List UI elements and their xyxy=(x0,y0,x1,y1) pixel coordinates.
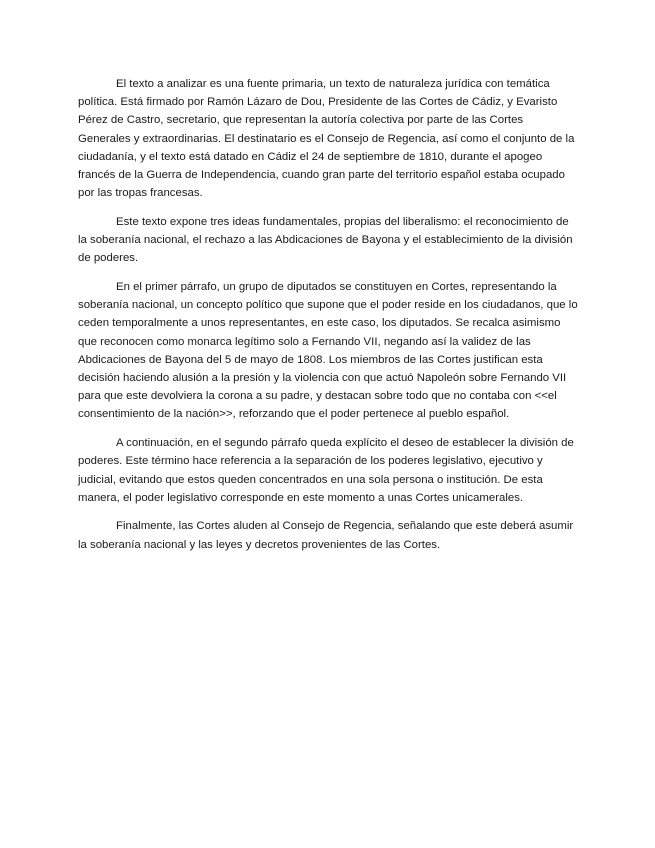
paragraph-conclusion: Finalmente, las Cortes aluden al Consejo de Regencia, señalando que este deberá asumir la soberanía nacional y las leyes y decretos provenientes de las Cortes. xyxy=(78,520,574,551)
paragraph-first-analysis: En el primer párrafo, un grupo de diputados se constituyen en Cortes, representando la soberanía nacional, un concepto político que supone que el poder reside en los ciudadanos, que lo ceden temporalmente a unos representantes, en este caso, los diputados. Se recalca asimismo que reconocen como monarca legítimo solo a Fernando VII, negando así la validez de las Abdicaciones de Bayona del 5 de mayo de 1808. Los miembros de las Cortes justifican esta decisión haciendo alusión a la presión y la violencia con que actuó Napoleón sobre Fernando VII para que este devolviera la corona a su padre, y destacan sobre todo que no contaba con <<el consentimiento de la nación>>, reforzando que el poder pertenece al pueblo español. xyxy=(78,281,578,421)
paragraph-main-ideas: Este texto expone tres ideas fundamentales, propias del liberalismo: el reconocimiento de la soberanía nacional, el rechazo a las Abdicaciones de Bayona y el establecimiento de la división de poderes. xyxy=(78,215,573,265)
document-body xyxy=(78,75,578,564)
paragraph-second-analysis: A continuación, en el segundo párrafo queda explícito el deseo de establecer la división de poderes. Este término hace referencia a la separación de los poderes legislativo, ejecutivo y judicial, evitando que estos queden concentrados en una sola persona o institución. De esta manera, el poder legislativo corresponde en este momento a unas Cortes unicamerales. xyxy=(78,437,574,504)
paragraph-introduction: El texto a analizar es una fuente primaria, un texto de naturaleza jurídica con temática política. Está firmado por Ramón Lázaro de Dou, Presidente de las Cortes de Cádiz, y Evaristo Pérez de Castro, secretario, que representan la autoría colectiva por parte de las Cortes Generales y extraordinarias. El destinatario es el Consejo de Regencia, así como el conjunto de la ciudadanía, y el texto está datado en Cádiz el 24 de septiembre de 1810, durante el apogeo francés de la Guerra de Independencia, cuando gran parte del territorio español estaba ocupado por las tropas francesas. xyxy=(78,78,575,200)
